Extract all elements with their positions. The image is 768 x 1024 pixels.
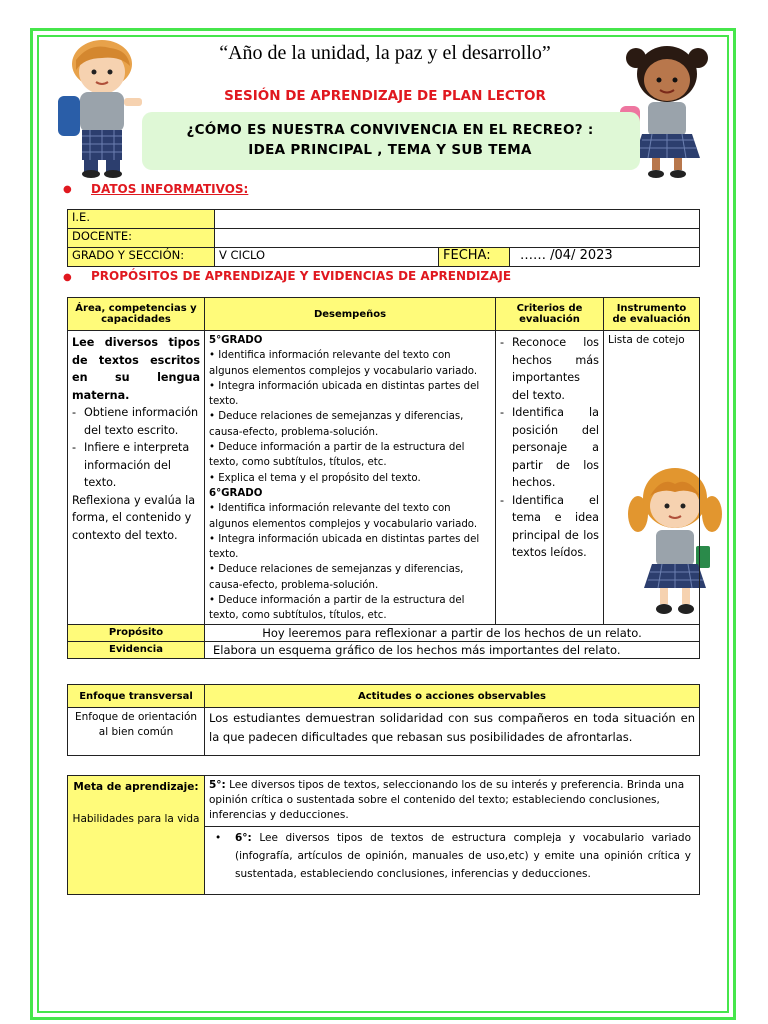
meta-g6-text: Lee diversos tipos de textos de estructura compleja y vocabulario variado (infografía, artículos de opinión, manuales de uso,etc) y emite una opinión crítica y sustentada, estableciendo conclusiones, inferencias y deducciones. <box>235 832 691 880</box>
propositos-table <box>67 297 700 659</box>
topic-line-2: IDEA PRINCIPAL , TEMA Y SUB TEMA <box>248 142 532 158</box>
capacidad-extra: Reflexiona y evalúa la forma, el contenido y contexto del texto. <box>72 493 196 542</box>
desempeno-item: • Identifica información relevante del texto con algunos elementos complejos y vocabulario variado. <box>209 503 478 530</box>
desempeno-item: • Deduce relaciones de semejanzas y diferencias, causa-efecto, problema-solución. <box>209 411 464 438</box>
desempeno-item: • Deduce información a partir de la estructura del texto, como subtítulos, títulos, etc. <box>209 442 465 469</box>
header-area: Área, competencias y capacidades <box>68 298 205 331</box>
bullet-icon: ● <box>63 184 72 195</box>
capacidad-item: - Infiere e interpreta información del texto. <box>72 439 200 492</box>
header-instrumento: Instrumento de evaluación <box>604 298 700 331</box>
desempeno-item: • Deduce información a partir de la estructura del texto, como subtítulos, títulos, etc. <box>209 595 465 622</box>
ie-label: I.E. <box>68 210 215 229</box>
criterio-item: - Identifica el tema e idea principal de los textos leídos. <box>500 492 599 562</box>
criterios-cell <box>496 331 604 625</box>
meta-table <box>67 775 700 895</box>
bullet-icon: ● <box>63 272 72 283</box>
year-title: “Año de la unidad, la paz y el desarrollo” <box>219 42 551 64</box>
meta-grade5 <box>205 776 700 827</box>
instrumento-cell: Lista de cotejo <box>604 331 700 625</box>
desempeno-item: • Integra información ubicada en distintas partes del texto. <box>209 380 480 408</box>
meta-g6-label: 6°: <box>235 832 252 844</box>
habilidades-label: Habilidades para la vida <box>72 813 200 825</box>
header-desempenos: Desempeños <box>205 298 496 331</box>
grade6-label: 6°GRADO <box>209 487 263 499</box>
desempeno-item: • Identifica información relevante del texto con algunos elementos complejos y vocabulario variado. <box>209 350 478 377</box>
actitudes-header: Actitudes o acciones observables <box>205 685 700 708</box>
topic-title <box>150 120 630 160</box>
competencia-text: Lee diversos tipos de textos escritos en su lengua materna. <box>72 336 200 402</box>
competencias-cell <box>68 331 205 625</box>
evidencia-text: Elabora un esquema gráfico de los hechos más importantes del relato. <box>205 641 700 658</box>
enfoque-name: Enfoque de orientación al bien común <box>68 708 205 756</box>
datos-section-title: DATOS INFORMATIVOS: <box>91 182 249 196</box>
meta-g5-label: 5°: <box>209 779 226 791</box>
desempeno-item: • Explica el tema y el propósito del texto. <box>209 472 421 484</box>
criterio-item: - Identifica la posición del personaje a partir de los hechos. <box>500 404 599 492</box>
boy-illustration <box>50 36 154 178</box>
topic-line-1: ¿CÓMO ES NUESTRA CONVIVENCIA EN EL RECREO? : <box>186 122 594 138</box>
evidencia-label: Evidencia <box>68 641 205 658</box>
header-criterios: Criterios de evaluación <box>496 298 604 331</box>
enfoque-table <box>67 684 700 756</box>
desempenos-cell <box>205 331 496 625</box>
meta-grade6 <box>205 827 700 895</box>
proposito-label: Propósito <box>68 624 205 641</box>
datos-table <box>67 209 700 267</box>
enfoque-header: Enfoque transversal <box>68 685 205 708</box>
criterio-item: - Reconoce los hechos más importantes del texto. <box>500 334 599 404</box>
desempeno-item: • Integra información ubicada en distintas partes del texto. <box>209 533 480 561</box>
docente-value <box>215 229 700 248</box>
bullet-icon: • <box>215 832 222 844</box>
capacidad-item: - Obtiene información del texto escrito. <box>72 404 200 439</box>
enfoque-text: Los estudiantes demuestran solidaridad con sus compañeros en toda situación en la que padecen dificultades que rebasan sus posibilidades de afrontarlas. <box>205 708 700 756</box>
session-title: SESIÓN DE APRENDIZAJE DE PLAN LECTOR <box>224 88 546 104</box>
meta-g5-text: Lee diversos tipos de textos, seleccionando los de su interés y preferencia. Brinda una opinión crítica o sustentada sobre el contenido del texto; estableciendo conclusiones, inferencias y deducciones. <box>209 779 685 821</box>
meta-label-cell <box>68 776 205 895</box>
grado-value: V CICLO <box>215 248 439 267</box>
fecha-value: …… /04/ 2023 <box>510 248 700 267</box>
ie-value <box>215 210 700 229</box>
meta-label: Meta de aprendizaje: <box>73 781 199 793</box>
grado-label: GRADO Y SECCIÓN: <box>68 248 215 267</box>
grade5-label: 5°GRADO <box>209 335 263 346</box>
desempeno-item: • Deduce relaciones de semejanzas y diferencias, causa-efecto, problema-solución. <box>209 564 464 591</box>
proposito-text: Hoy leeremos para reflexionar a partir de los hechos de un relato. <box>205 624 700 641</box>
docente-label: DOCENTE: <box>68 229 215 248</box>
fecha-label: FECHA: <box>439 248 510 267</box>
propositos-section-title: PROPÓSITOS DE APRENDIZAJE Y EVIDENCIAS DE APRENDIZAJE <box>91 269 512 283</box>
